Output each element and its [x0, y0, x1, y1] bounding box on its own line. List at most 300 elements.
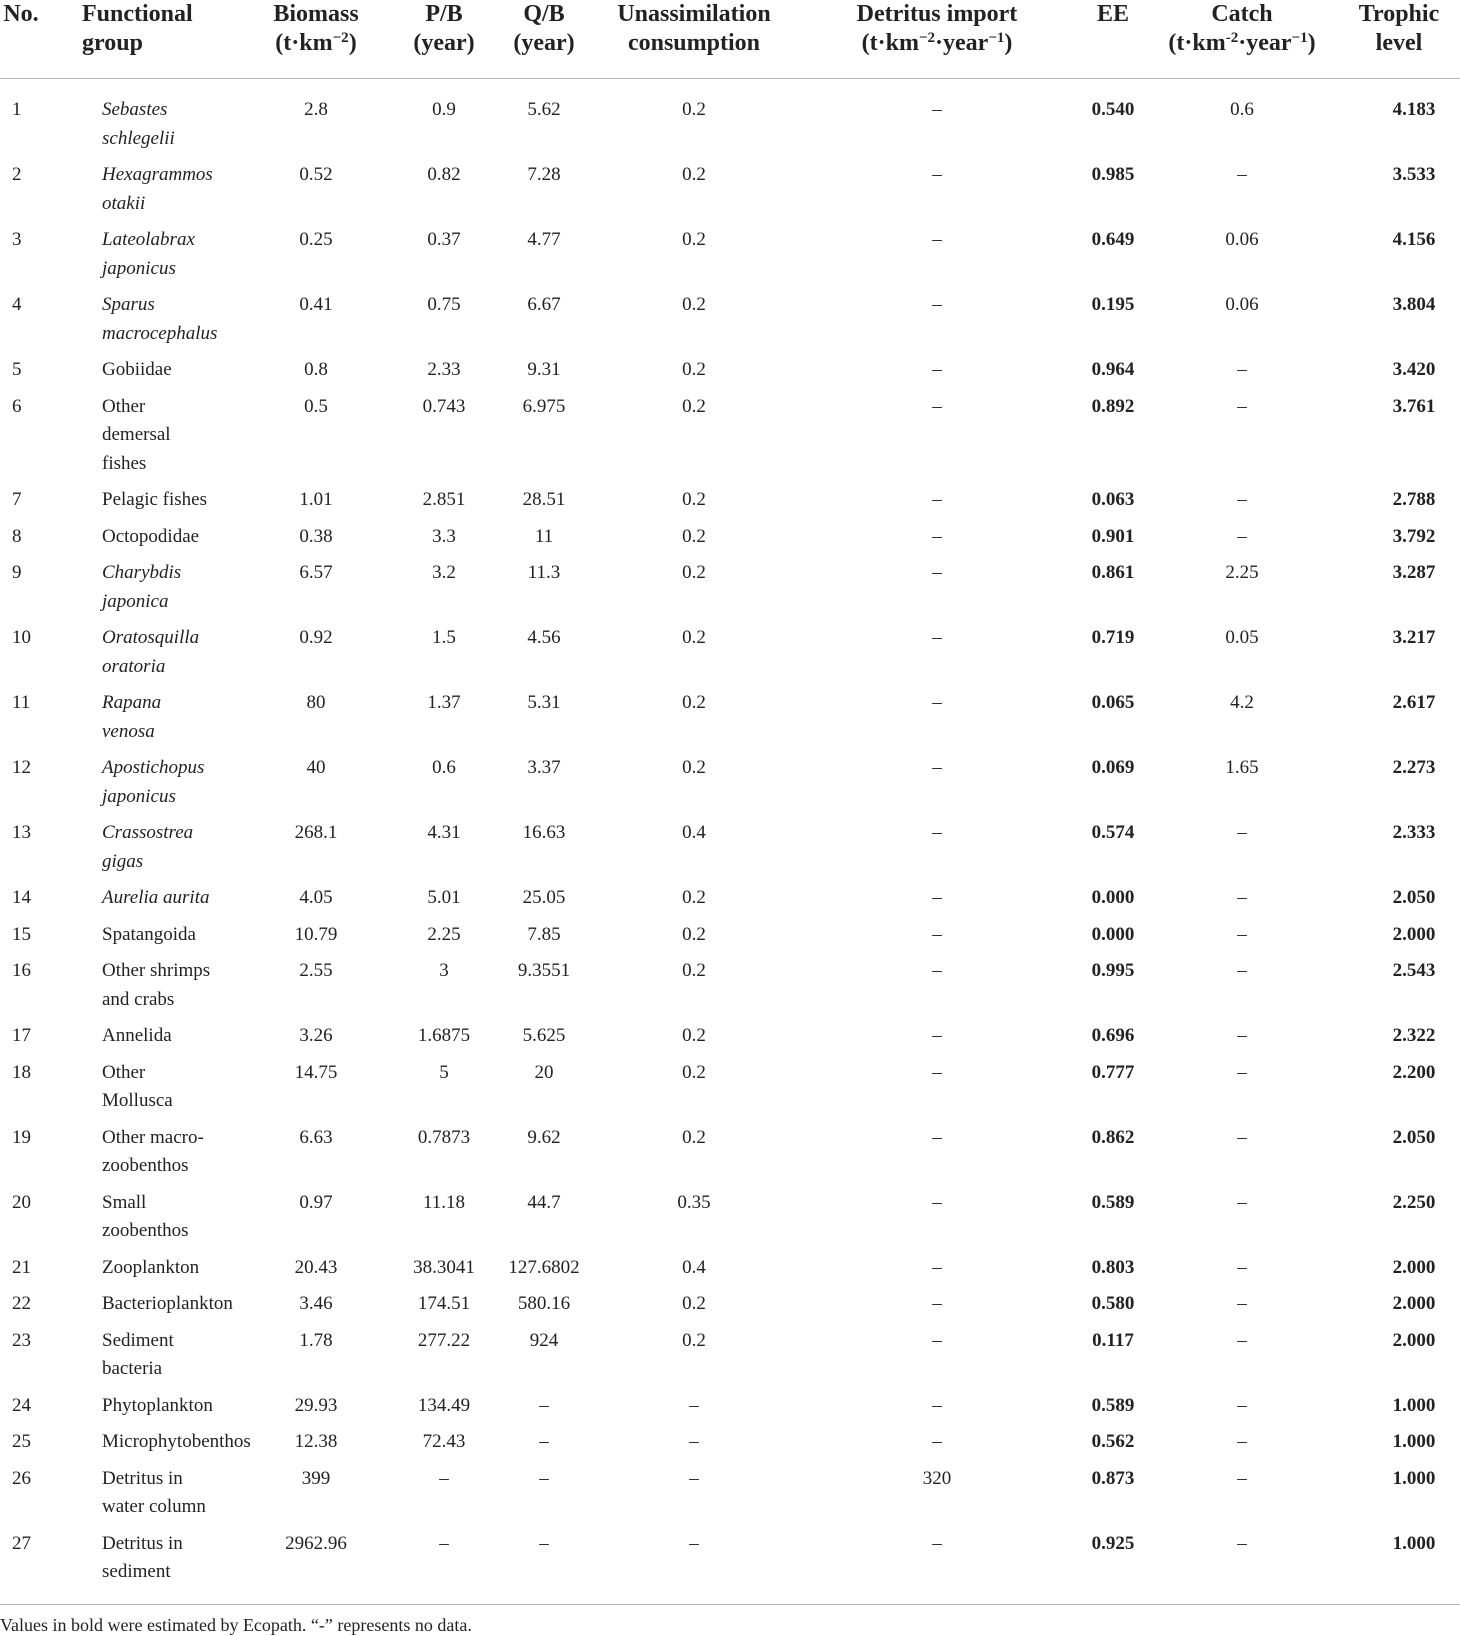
cell-trophic-level: 1.000: [1392, 1467, 1436, 1489]
cell-detritus-import: –: [932, 1126, 942, 1148]
cell-no: 8: [12, 525, 22, 547]
cell-ee: 0.719: [1091, 627, 1135, 648]
cell-catch: 1.65: [1225, 757, 1259, 778]
cell-unassimilation: –: [689, 1431, 699, 1452]
cell-trophic-level: 2.000: [1392, 923, 1436, 945]
cell-biomass: 10.79: [294, 923, 338, 945]
cell-pb: 5.01: [427, 887, 461, 908]
cell-functional-group: Gobiidae: [102, 359, 172, 380]
table-row: [0, 1388, 1460, 1425]
cell-ee: 0.580: [1091, 1293, 1135, 1314]
cell-functional-group: Octopodidae: [102, 525, 200, 547]
cell-ee: 0.562: [1091, 1431, 1135, 1452]
cell-functional-group: Pelagic fishes: [102, 489, 208, 510]
table-row: [0, 482, 1460, 519]
cell-pb: 72.43: [422, 1431, 466, 1452]
cell-trophic-level: 2.250: [1392, 1191, 1436, 1213]
table-row: [0, 1286, 1460, 1323]
cell-functional-group: Other macro-zoobenthos: [102, 1126, 204, 1176]
cell-detritus-import: –: [932, 887, 942, 908]
cell-detritus-import: –: [932, 359, 942, 380]
cell-functional-group: Crassostrea gigas: [102, 822, 194, 872]
cell-unassimilation: 0.35: [677, 1191, 711, 1213]
cell-ee: 0.901: [1091, 525, 1135, 547]
cell-catch: –: [1237, 1025, 1247, 1046]
cell-trophic-level: 3.287: [1392, 562, 1436, 583]
cell-detritus-import: –: [932, 627, 942, 648]
cell-detritus-import: –: [932, 692, 942, 713]
cell-functional-group: Sparus macrocephalus: [102, 294, 218, 344]
cell-no: 5: [12, 359, 22, 380]
cell-pb: 0.7873: [417, 1126, 471, 1148]
cell-trophic-level: 2.200: [1392, 1061, 1436, 1083]
cell-pb: 134.49: [417, 1394, 471, 1416]
cell-no: 27: [12, 1532, 31, 1554]
cell-detritus-import: –: [932, 395, 942, 417]
cell-unassimilation: 0.2: [682, 359, 706, 380]
cell-qb: 28.51: [522, 489, 566, 510]
cell-biomass: 0.52: [299, 164, 333, 185]
cell-biomass: 3.26: [299, 1025, 333, 1046]
table-row: [0, 1055, 1460, 1120]
cell-catch: –: [1237, 1467, 1247, 1489]
cell-detritus-import: –: [932, 1256, 942, 1278]
cell-biomass: 0.25: [299, 229, 333, 250]
cell-biomass: 2.55: [299, 960, 333, 981]
cell-no: 25: [12, 1431, 31, 1452]
cell-ee: 0.000: [1091, 887, 1135, 908]
cell-qb: 44.7: [527, 1191, 561, 1213]
cell-functional-group: Apostichopus japonicus: [102, 757, 205, 807]
cell-detritus-import: –: [932, 489, 942, 510]
cell-catch: –: [1237, 1191, 1247, 1213]
table-row: [0, 352, 1460, 389]
cell-ee: 0.065: [1091, 692, 1135, 713]
cell-biomass: 3.46: [299, 1293, 333, 1314]
table-row: [0, 1424, 1460, 1461]
header-row: [0, 0, 1460, 79]
cell-unassimilation: 0.2: [682, 1329, 706, 1351]
table-row: [0, 222, 1460, 287]
cell-pb: 1.5: [432, 627, 456, 648]
cell-pb: 0.743: [422, 395, 466, 417]
cell-trophic-level: 2.000: [1392, 1293, 1436, 1314]
cell-unassimilation: 0.2: [682, 164, 706, 185]
cell-biomass: 1.78: [299, 1329, 333, 1351]
table-row: [0, 685, 1460, 750]
cell-detritus-import: –: [932, 1293, 942, 1314]
cell-qb: 20: [534, 1061, 554, 1083]
cell-ee: 0.892: [1091, 395, 1135, 417]
footnote-row: [0, 1604, 1460, 1636]
cell-trophic-level: 2.273: [1392, 757, 1436, 778]
cell-trophic-level: 2.000: [1392, 1329, 1436, 1351]
cell-qb: 6.67: [527, 294, 561, 315]
table-row: [0, 79, 1460, 158]
cell-trophic-level: 1.000: [1392, 1431, 1436, 1452]
cell-no: 15: [12, 923, 31, 945]
cell-trophic-level: 2.333: [1392, 822, 1436, 843]
cell-catch: –: [1237, 923, 1247, 945]
cell-functional-group: Charybdis japonica: [102, 562, 182, 612]
cell-ee: 0.995: [1091, 960, 1135, 981]
cell-trophic-level: 4.183: [1392, 99, 1436, 120]
cell-no: 16: [12, 960, 31, 981]
cell-trophic-level: 3.804: [1392, 294, 1436, 315]
cell-trophic-level: 3.217: [1392, 627, 1436, 648]
cell-detritus-import: –: [932, 229, 942, 250]
cell-detritus-import: –: [932, 1025, 942, 1046]
cell-trophic-level: 3.761: [1392, 395, 1436, 417]
cell-biomass: 4.05: [299, 887, 333, 908]
cell-pb: 3.2: [432, 562, 456, 583]
table-row: [0, 555, 1460, 620]
cell-catch: 0.05: [1225, 627, 1259, 648]
cell-detritus-import: –: [932, 1532, 942, 1554]
cell-unassimilation: 0.2: [682, 99, 706, 120]
cell-qb: –: [539, 1431, 549, 1452]
cell-qb: 9.31: [527, 359, 561, 380]
cell-detritus-import: –: [932, 1431, 942, 1452]
cell-qb: 7.28: [527, 164, 561, 185]
cell-no: 10: [12, 627, 31, 648]
cell-trophic-level: 2.788: [1392, 489, 1436, 510]
cell-unassimilation: 0.2: [682, 1025, 706, 1046]
cell-trophic-level: 4.156: [1392, 229, 1436, 250]
cell-catch: –: [1237, 489, 1247, 510]
cell-catch: –: [1237, 1256, 1247, 1278]
cell-ee: 0.925: [1091, 1532, 1135, 1554]
cell-catch: 0.6: [1230, 99, 1254, 120]
cell-detritus-import: –: [932, 562, 942, 583]
cell-ee: 0.589: [1091, 1394, 1135, 1416]
cell-trophic-level: 2.050: [1392, 887, 1436, 908]
cell-detritus-import: –: [932, 923, 942, 945]
cell-catch: 2.25: [1225, 562, 1259, 583]
cell-functional-group: Rapana venosa: [102, 692, 162, 742]
cell-unassimilation: 0.2: [682, 887, 706, 908]
cell-pb: 2.33: [427, 359, 461, 380]
cell-functional-group: Sediment bacteria: [102, 1329, 174, 1379]
cell-detritus-import: –: [932, 1394, 942, 1416]
table-row: [0, 917, 1460, 954]
cell-unassimilation: 0.2: [682, 923, 706, 945]
cell-no: 13: [12, 822, 31, 843]
cell-biomass: 0.5: [304, 395, 328, 417]
cell-no: 26: [12, 1467, 31, 1489]
cell-no: 23: [12, 1329, 31, 1351]
cell-biomass: 6.57: [299, 562, 333, 583]
cell-ee: 0.862: [1091, 1126, 1135, 1148]
cell-biomass: 399: [301, 1467, 331, 1489]
cell-qb: 4.77: [527, 229, 561, 250]
cell-trophic-level: 3.420: [1392, 359, 1436, 380]
cell-unassimilation: –: [689, 1532, 699, 1554]
cell-pb: 2.25: [427, 923, 461, 945]
cell-unassimilation: –: [689, 1394, 699, 1416]
cell-pb: 4.31: [427, 822, 461, 843]
table-body: [0, 79, 1460, 1605]
table-row: [0, 1323, 1460, 1388]
cell-biomass: 0.41: [299, 294, 333, 315]
cell-functional-group: Bacterioplankton: [102, 1293, 233, 1314]
cell-biomass: 2.8: [304, 99, 328, 120]
cell-detritus-import: –: [932, 1191, 942, 1213]
cell-unassimilation: 0.2: [682, 757, 706, 778]
cell-functional-group: Other demersal fishes: [102, 395, 171, 474]
cell-catch: –: [1237, 960, 1247, 981]
header-functional-group: Functional group: [42, 0, 238, 79]
cell-qb: –: [539, 1394, 549, 1416]
cell-functional-group: Annelida: [102, 1025, 172, 1046]
cell-biomass: 40: [306, 757, 326, 778]
cell-detritus-import: –: [932, 164, 942, 185]
cell-no: 4: [12, 294, 22, 315]
cell-qb: 9.62: [527, 1126, 561, 1148]
cell-unassimilation: 0.2: [682, 1061, 706, 1083]
cell-trophic-level: 2.000: [1392, 1256, 1436, 1278]
cell-trophic-level: 1.000: [1392, 1532, 1436, 1554]
cell-qb: 4.56: [527, 627, 561, 648]
cell-no: 11: [12, 692, 31, 713]
cell-detritus-import: –: [932, 525, 942, 547]
cell-pb: 0.75: [427, 294, 461, 315]
cell-no: 20: [12, 1191, 31, 1213]
cell-catch: –: [1237, 525, 1247, 547]
cell-qb: 5.625: [522, 1025, 566, 1046]
cell-no: 2: [12, 164, 22, 185]
cell-ee: 0.696: [1091, 1025, 1135, 1046]
cell-trophic-level: 2.617: [1392, 692, 1436, 713]
cell-biomass: 0.38: [299, 525, 333, 547]
header-detritus-import: Detritus import $(t\cdot km^{-2}\cdot year^{-1})$: [794, 0, 1080, 79]
cell-detritus-import: –: [932, 822, 942, 843]
cell-pb: 174.51: [417, 1293, 471, 1314]
cell-pb: 0.82: [427, 164, 461, 185]
cell-ee: 0.540: [1091, 99, 1135, 120]
cell-functional-group: Other Mollusca: [102, 1061, 173, 1111]
cell-ee: 0.069: [1091, 757, 1135, 778]
cell-no: 7: [12, 489, 22, 510]
cell-catch: –: [1237, 1394, 1247, 1416]
cell-biomass: 29.93: [294, 1394, 338, 1416]
cell-trophic-level: 2.543: [1392, 960, 1436, 981]
cell-functional-group: Zooplankton: [102, 1256, 200, 1278]
cell-no: 6: [12, 395, 22, 417]
table-row: [0, 750, 1460, 815]
cell-no: 14: [12, 887, 31, 908]
cell-qb: 9.3551: [517, 960, 571, 981]
cell-pb: 3.3: [432, 525, 456, 547]
cell-pb: 1.6875: [417, 1025, 471, 1046]
cell-ee: 0.589: [1091, 1191, 1135, 1213]
cell-biomass: 80: [306, 692, 326, 713]
cell-pb: 0.37: [427, 229, 461, 250]
cell-unassimilation: 0.2: [682, 1293, 706, 1314]
cell-detritus-import: 320: [922, 1467, 952, 1489]
cell-detritus-import: –: [932, 1329, 942, 1351]
cell-ee: 0.985: [1091, 164, 1135, 185]
table-row: [0, 620, 1460, 685]
cell-unassimilation: 0.2: [682, 489, 706, 510]
cell-functional-group: Detritus in sediment: [102, 1532, 183, 1582]
cell-functional-group: Microphytobenthos: [102, 1431, 251, 1452]
cell-functional-group: Sebastes schlegelii: [102, 99, 175, 149]
cell-no: 18: [12, 1061, 31, 1083]
cell-unassimilation: 0.4: [682, 1256, 706, 1278]
table-row: [0, 1250, 1460, 1287]
cell-no: 19: [12, 1126, 31, 1148]
cell-ee: 0.649: [1091, 229, 1135, 250]
header-unassimilation: Unassimilation consumption: [594, 0, 794, 79]
table-row: [0, 1526, 1460, 1605]
cell-biomass: 20.43: [294, 1256, 338, 1278]
cell-trophic-level: 3.792: [1392, 525, 1436, 547]
cell-catch: 4.2: [1230, 692, 1254, 713]
cell-biomass: 2962.96: [285, 1532, 347, 1554]
cell-no: 22: [12, 1293, 31, 1314]
cell-functional-group: Spatangoida: [102, 923, 196, 945]
cell-pb: 0.6: [432, 757, 456, 778]
cell-no: 1: [12, 99, 22, 120]
cell-functional-group: Other shrimps and crabs: [102, 960, 211, 1010]
cell-catch: –: [1237, 1293, 1247, 1314]
cell-pb: 277.22: [417, 1329, 471, 1351]
cell-pb: 5: [439, 1061, 449, 1083]
cell-biomass: 0.97: [299, 1191, 333, 1213]
cell-biomass: 268.1: [294, 822, 338, 843]
cell-qb: 924: [529, 1329, 559, 1351]
cell-ee: 0.574: [1091, 822, 1135, 843]
cell-catch: 0.06: [1225, 294, 1259, 315]
cell-ee: 0.777: [1091, 1061, 1135, 1083]
cell-unassimilation: 0.2: [682, 395, 706, 417]
cell-catch: –: [1237, 164, 1247, 185]
header-trophic-level: Trophic level: [1338, 0, 1460, 79]
cell-catch: –: [1237, 887, 1247, 908]
cell-qb: 11: [534, 525, 554, 547]
cell-unassimilation: 0.2: [682, 294, 706, 315]
cell-trophic-level: 1.000: [1392, 1394, 1436, 1416]
cell-pb: –: [439, 1467, 449, 1489]
cell-biomass: 0.92: [299, 627, 333, 648]
cell-detritus-import: –: [932, 757, 942, 778]
header-qb: Q/B (year): [494, 0, 594, 79]
header-no: No.: [0, 0, 42, 79]
cell-qb: 3.37: [527, 757, 561, 778]
table-row: [0, 1120, 1460, 1185]
cell-functional-group: Phytoplankton: [102, 1394, 213, 1416]
header-ee: EE: [1080, 0, 1146, 79]
cell-ee: 0.964: [1091, 359, 1135, 380]
cell-biomass: 14.75: [294, 1061, 338, 1083]
cell-no: 9: [12, 562, 22, 583]
cell-unassimilation: 0.2: [682, 562, 706, 583]
cell-catch: –: [1237, 1431, 1247, 1452]
cell-trophic-level: 2.050: [1392, 1126, 1436, 1148]
table-row: [0, 953, 1460, 1018]
cell-biomass: 12.38: [294, 1431, 338, 1452]
cell-qb: –: [539, 1532, 549, 1554]
cell-pb: 11.18: [422, 1191, 466, 1213]
cell-catch: –: [1237, 1061, 1247, 1083]
cell-pb: 1.37: [427, 692, 461, 713]
cell-detritus-import: –: [932, 1061, 942, 1083]
cell-unassimilation: 0.4: [682, 822, 706, 843]
cell-pb: 38.3041: [413, 1256, 475, 1278]
cell-biomass: 1.01: [299, 489, 333, 510]
cell-ee: 0.195: [1091, 294, 1135, 315]
cell-catch: –: [1237, 1126, 1247, 1148]
cell-qb: –: [539, 1467, 549, 1489]
cell-catch: 0.06: [1225, 229, 1259, 250]
cell-qb: 25.05: [522, 887, 566, 908]
cell-biomass: 0.8: [304, 359, 328, 380]
cell-ee: 0.873: [1091, 1467, 1135, 1489]
cell-qb: 127.6802: [508, 1256, 580, 1278]
cell-no: 3: [12, 229, 22, 250]
cell-catch: –: [1237, 1329, 1247, 1351]
cell-functional-group: Lateolabrax japonicus: [102, 229, 195, 279]
cell-no: 21: [12, 1256, 31, 1278]
table-row: [0, 157, 1460, 222]
cell-qb: 580.16: [517, 1293, 571, 1314]
cell-biomass: 6.63: [299, 1126, 333, 1148]
cell-pb: 0.9: [432, 99, 456, 120]
cell-unassimilation: 0.2: [682, 525, 706, 547]
cell-unassimilation: 0.2: [682, 627, 706, 648]
cell-detritus-import: –: [932, 960, 942, 981]
cell-ee: 0.000: [1091, 923, 1135, 945]
cell-qb: 11.3: [527, 562, 561, 583]
cell-unassimilation: 0.2: [682, 229, 706, 250]
cell-qb: 6.975: [522, 395, 566, 417]
header-catch: Catch $(t\cdot km^{-2}\cdot year^{-1})$: [1146, 0, 1338, 79]
cell-unassimilation: –: [689, 1467, 699, 1489]
cell-no: 17: [12, 1025, 31, 1046]
cell-unassimilation: 0.2: [682, 1126, 706, 1148]
cell-detritus-import: –: [932, 294, 942, 315]
cell-functional-group: Aurelia aurita: [102, 887, 210, 908]
cell-no: 24: [12, 1394, 31, 1416]
cell-qb: 5.62: [527, 99, 561, 120]
table-row: [0, 287, 1460, 352]
cell-ee: 0.063: [1091, 489, 1135, 510]
cell-pb: 3: [439, 960, 449, 981]
cell-catch: –: [1237, 395, 1247, 417]
cell-qb: 7.85: [527, 923, 561, 945]
cell-functional-group: Detritus in water column: [102, 1467, 206, 1517]
header-pb: P/B (year): [394, 0, 494, 79]
table-row: [0, 1185, 1460, 1250]
cell-unassimilation: 0.2: [682, 960, 706, 981]
cell-qb: 16.63: [522, 822, 566, 843]
table-footnote: Values in bold were estimated by Ecopath. “-” represents no data.: [0, 1604, 1460, 1636]
cell-unassimilation: 0.2: [682, 692, 706, 713]
cell-ee: 0.861: [1091, 562, 1135, 583]
cell-functional-group: Hexagrammos otakii: [102, 164, 213, 214]
table-row: [0, 389, 1460, 483]
cell-qb: 5.31: [527, 692, 561, 713]
cell-trophic-level: 3.533: [1392, 164, 1436, 185]
table-row: [0, 815, 1460, 880]
cell-pb: –: [439, 1532, 449, 1554]
header-biomass: Biomass $(t\cdot km^{-2})$: [238, 0, 394, 79]
cell-ee: 0.117: [1092, 1329, 1134, 1351]
cell-catch: –: [1237, 822, 1247, 843]
cell-functional-group: Small zoobenthos: [102, 1191, 189, 1241]
cell-catch: –: [1237, 1532, 1247, 1554]
